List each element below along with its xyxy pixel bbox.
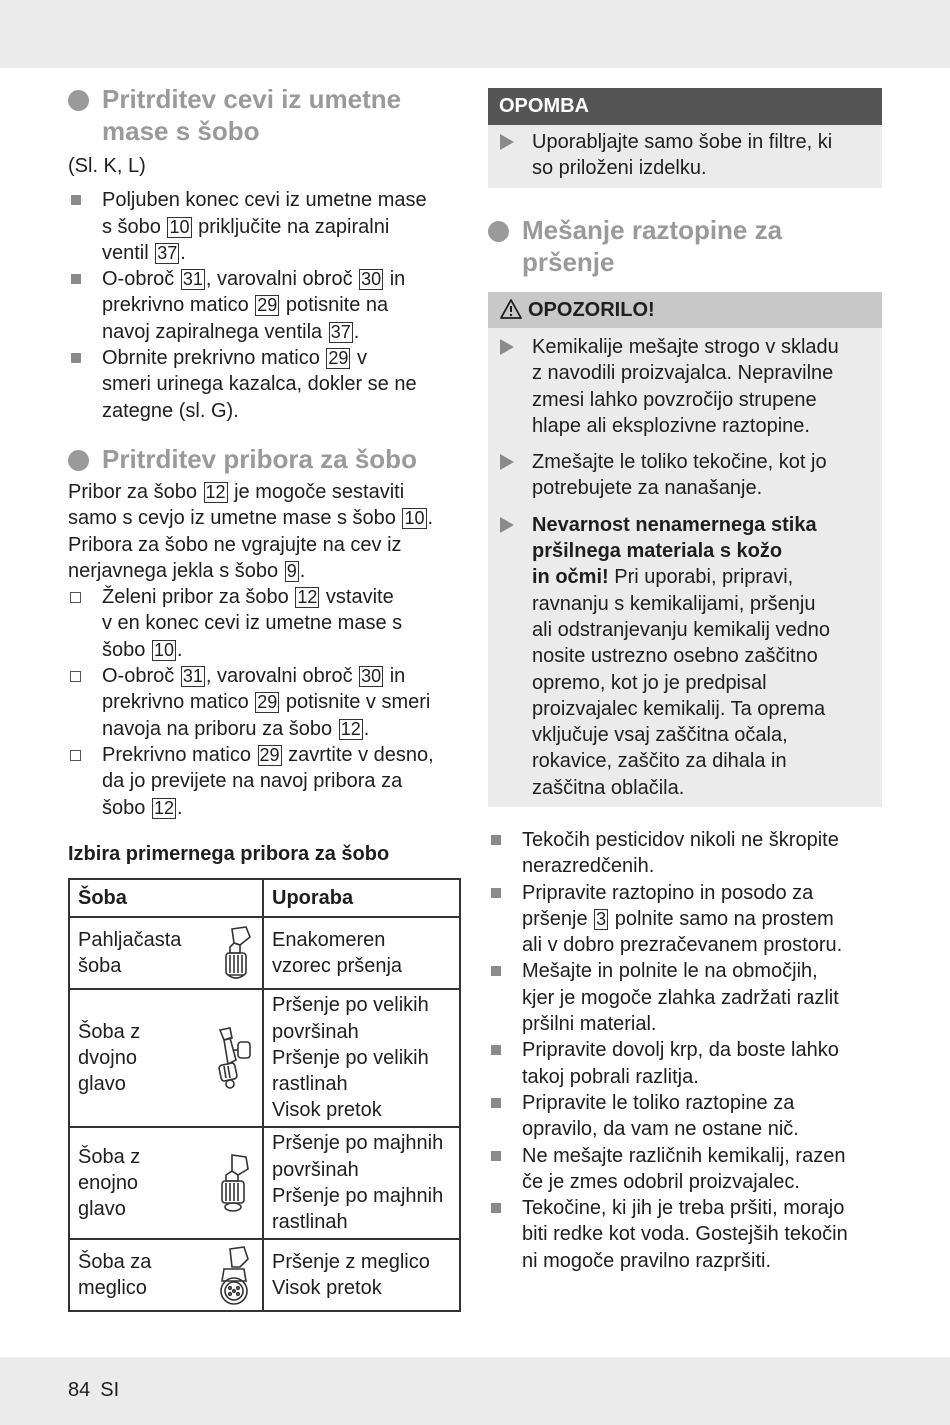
list-item: O-obroč 31 , varovalni obroč 30 in prekrivno matico 29 potisnite na navoj zapiralnega ventila 37 .: [68, 266, 463, 345]
section-heading: [68, 443, 463, 475]
usage-cell: Pršenje z meglico Visok pretok: [263, 1239, 460, 1311]
nozzle-name-cell: Pahljačasta šoba: [69, 917, 263, 989]
step-list: [68, 584, 463, 821]
note-box: [488, 88, 882, 188]
part-ref: 29: [259, 744, 280, 765]
warning-item: Kemikalije mešajte strogo v skladu z navodili proizvajalca. Nepravilne zmesi lahko povzročijo strupene hlape ali eksplozivne raztopine.: [488, 334, 882, 439]
list-item: Obrnite prekrivno matico 29 v smeri urinega kazalca, dokler se ne zategne (sl. G).: [68, 345, 463, 424]
square-bullet-icon: [71, 353, 81, 363]
warning-box: [488, 292, 882, 807]
list-item: Prekrivno matico 29 zavrtite v desno, da jo previjete na navoj pribora za šobo 12 .: [68, 742, 463, 821]
part-ref: 30: [361, 666, 382, 687]
square-bullet-icon: [491, 888, 501, 898]
header-band: [0, 0, 950, 68]
part-ref: 12: [153, 797, 174, 818]
nozzle-name-cell: Šoba za meglico: [69, 1239, 263, 1311]
checkbox-bullet-icon: [70, 592, 81, 603]
usage-cell: Enakomeren vzorec pršenja: [263, 917, 460, 989]
list-item: Tekočih pesticidov nikoli ne škropite nerazredčenih.: [488, 827, 882, 880]
footer-band: [0, 1357, 950, 1425]
warning-triangle-icon: [500, 299, 522, 319]
bullet-dot-icon: [68, 450, 89, 471]
triangle-bullet-icon: [500, 454, 514, 470]
safety-list: [488, 827, 882, 1274]
part-ref: 10: [153, 639, 174, 660]
square-bullet-icon: [491, 1203, 501, 1213]
part-ref: 29: [257, 692, 278, 713]
part-ref: 29: [257, 295, 278, 316]
part-ref: 12: [205, 482, 226, 502]
part-ref: 31: [182, 269, 203, 290]
checkbox-bullet-icon: [70, 671, 81, 682]
bullet-dot-icon: [68, 90, 89, 111]
page-number: 84: [68, 1379, 91, 1401]
table-row: [69, 1239, 460, 1311]
column-header: Uporaba: [263, 879, 460, 917]
single-head-nozzle-icon: [214, 1151, 254, 1215]
usage-cell: Pršenje po majhnih površinah Pršenje po majhnih rastlinah: [263, 1127, 460, 1239]
page-footer: [68, 1379, 129, 1402]
list-item: Tekočine, ki jih je treba pršiti, morajo biti redke kot voda. Gostejših tekočin ni mogoče pravilno razpršiti.: [488, 1195, 882, 1274]
square-bullet-icon: [491, 1151, 501, 1161]
heading-line: Mešanje raztopine za: [522, 215, 783, 245]
nozzle-table: [68, 878, 461, 1312]
square-bullet-icon: [71, 195, 81, 205]
triangle-bullet-icon: [500, 134, 514, 150]
part-ref: 31: [182, 666, 203, 687]
part-ref: 9: [286, 560, 297, 581]
square-bullet-icon: [491, 1098, 501, 1108]
note-item: Uporabljajte samo šobe in filtre, ki so priloženi izdelku.: [488, 129, 882, 182]
figure-reference: (Sl. K, L): [68, 155, 146, 177]
section-hose-nozzle: [68, 83, 463, 424]
heading-line: Pritrditev cevi iz umetne: [102, 84, 402, 114]
table-row: [69, 917, 460, 989]
language-code: SI: [100, 1379, 120, 1401]
table-row: [69, 989, 460, 1127]
list-item: Pripravite le toliko raztopine za opravilo, da vam ne ostane nič.: [488, 1090, 882, 1143]
part-ref: 29: [328, 348, 349, 369]
mist-nozzle-icon: [214, 1245, 254, 1305]
part-ref: 30: [361, 269, 382, 290]
usage-cell: Pršenje po velikih površinah Pršenje po velikih rastlinah Visok pretok: [263, 989, 460, 1127]
column-header: Šoba: [69, 879, 263, 917]
part-ref: 12: [340, 718, 361, 739]
note-body: [488, 125, 882, 188]
square-bullet-icon: [71, 274, 81, 284]
part-ref: 10: [404, 508, 425, 529]
warning-header: OPOZORILO!: [488, 292, 882, 328]
bullet-dot-icon: [488, 221, 509, 242]
heading-line: mase s šobo: [102, 116, 260, 146]
part-ref: 37: [157, 242, 178, 263]
heading-line: pršenje: [522, 247, 615, 277]
list-item: Ne mešajte različnih kemikalij, razen če je zmes odobril proizvajalec.: [488, 1143, 882, 1196]
table-header-row: [69, 879, 460, 917]
note-header: OPOMBA: [488, 88, 882, 125]
fan-nozzle-icon: [218, 923, 254, 983]
instruction-list: [68, 187, 463, 424]
list-item: Mešajte in polnite le na območjih, kjer je mogoče zlahka zadržati razlit pršilni material.: [488, 958, 882, 1037]
nozzle-name-cell: Šoba z enojno glavo: [69, 1127, 263, 1239]
warning-item: Nevarnost nenamernega stika pršilnega materiala s kožo in očmi! Pri uporabi, pripravi, ravnanju s kemikalijami, pršenju ali odstranjevanju kemikalij vedno nosite ustrezno osebno zaščitno opremo, kot jo je predpisal proizvajalec kemikalij. Ta oprema vključuje vsaj zaščitna očala, rokavice, zaščito za dihala in zaščitna oblačila.: [488, 512, 882, 801]
part-ref: 37: [330, 321, 351, 342]
section-nozzle-accessory: [68, 443, 463, 821]
section-heading: [68, 83, 463, 147]
list-item: Pripravite raztopino in posodo za pršenje 3 polnite samo na prostem ali v dobro prezračevanem prostoru.: [488, 880, 882, 959]
part-ref: 3: [596, 908, 607, 929]
square-bullet-icon: [491, 966, 501, 976]
list-item: Želeni pribor za šobo 12 vstavite v en konec cevi iz umetne mase s šobo 10 .: [68, 584, 463, 663]
heading-line: Pritrditev pribora za šobo: [102, 444, 417, 474]
table-title: Izbira primernega pribora za šobo: [68, 843, 390, 865]
warning-item: Zmešajte le toliko tekočine, kot jo potrebujete za nanašanje.: [488, 449, 882, 502]
triangle-bullet-icon: [500, 517, 514, 533]
warning-body: [488, 328, 882, 807]
part-ref: 12: [297, 587, 318, 608]
square-bullet-icon: [491, 1045, 501, 1055]
triangle-bullet-icon: [500, 339, 514, 355]
table-row: [69, 1127, 460, 1239]
list-item: Poljuben konec cevi iz umetne mase s šobo 10 priključite na zapiralni ventil 37 .: [68, 187, 463, 266]
double-head-nozzle-icon: [214, 1026, 254, 1090]
paragraph: Pribor za šobo 12 je mogoče sestaviti samo s cevjo iz umetne mase s šobo 10 . Pribora za šobo ne vgrajujte na cev iz nerjavnega jekla s šobo 9 .: [68, 481, 434, 582]
list-item: O-obroč 31 , varovalni obroč 30 in prekrivno matico 29 potisnite v smeri navoja na priboru za šobo 12 .: [68, 663, 463, 742]
nozzle-name-cell: Šoba z dvojno glavo: [69, 989, 263, 1127]
checkbox-bullet-icon: [70, 750, 81, 761]
part-ref: 10: [169, 216, 190, 237]
square-bullet-icon: [491, 835, 501, 845]
section-heading: [488, 214, 916, 278]
list-item: Pripravite dovolj krp, da boste lahko takoj pobrali razlitja.: [488, 1037, 882, 1090]
